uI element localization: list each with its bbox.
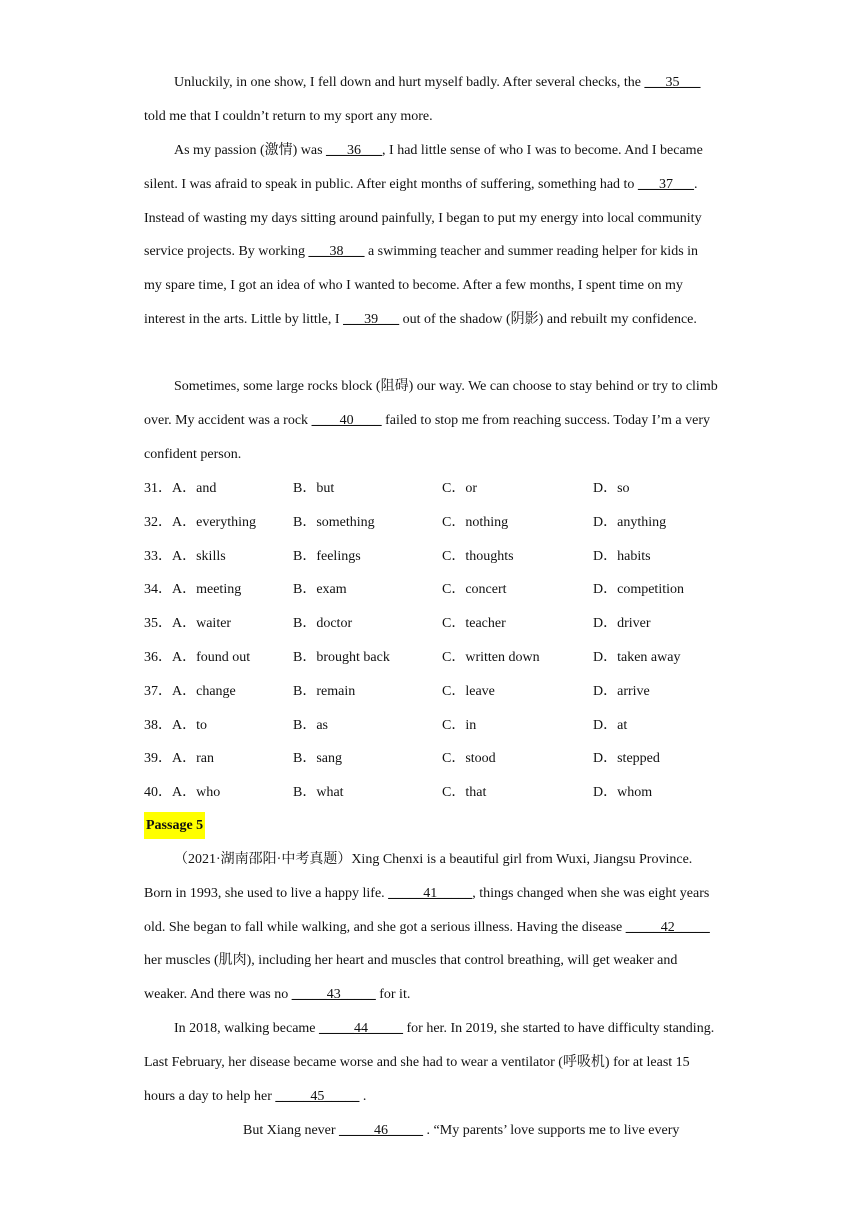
option-d: D．habits [593, 548, 651, 564]
blank-39: ___39___ [343, 311, 400, 327]
option-row: 40．A．who B．what C．that D．whom [144, 776, 719, 810]
option-c: C．leave [442, 683, 495, 699]
text: , things changed when she was eight years old. She began to fall while walking, and she got a serious illness. Having the disease [144, 885, 710, 935]
blank-43: _____43_____ [291, 987, 376, 1003]
paragraph-xing-intro [144, 843, 719, 1012]
option-row: 31．A．and B．but C．or D．so [144, 472, 719, 506]
option-b: B．but [293, 481, 335, 496]
blank-37: ___37___ [637, 176, 694, 192]
option-c: C．in [442, 717, 477, 733]
option-c: C．thoughts [442, 548, 514, 564]
option-b: B．exam [293, 582, 347, 598]
text: （2021·湖南邵阳·中考真题）Xing Chenxi is a beautiful girl from Wuxi, Jiangsu Province. Born in 1993, she used to live a happy life. [144, 852, 693, 901]
option-d: D．arrive [593, 683, 650, 699]
option-d: D．driver [593, 616, 651, 632]
option-row: 32．A．everything B．something C．nothing D．anything [144, 506, 719, 540]
option-d: D．at [593, 717, 628, 733]
text: . Instead of wasting my days sitting around painfully, I began to put my energy into local community service projects. By working [144, 176, 702, 260]
option-a: A．waiter [172, 616, 232, 632]
passage-title: Passage 5 [144, 812, 205, 839]
text: . [359, 1088, 367, 1104]
text: Unluckily, in one show, I fell down and hurt myself badly. After several checks, the [174, 75, 641, 90]
paragraph-passion [144, 134, 719, 337]
option-d: D．taken away [593, 649, 681, 665]
option-c: C．that [442, 785, 487, 801]
option-d: D．competition [593, 582, 684, 598]
option-row: 37．A．change B．remain C．leave D．arrive [144, 675, 719, 709]
option-row: 38．A．to B．as C．in D．at [144, 709, 719, 743]
text: As my passion (激情) was [174, 143, 327, 158]
option-b: B．remain [293, 683, 356, 699]
option-b: B．doctor [293, 616, 353, 632]
text: out of the shadow (阴影) and rebuilt my confidence. [399, 311, 697, 327]
text: Sometimes, some large rocks block (阻碍) our way. We can choose to stay behind or try to climb over. My accident was a rock [144, 379, 718, 428]
option-b: B．sang [293, 751, 342, 767]
text: told me that I couldn’t return to my sport any more. [144, 108, 433, 124]
option-a: A．everything [172, 514, 256, 530]
option-row: 39．A．ran B．sang C．stood D．stepped [144, 742, 719, 776]
option-a: A．ran [172, 751, 214, 767]
option-b: B．feelings [293, 548, 361, 564]
option-b: B．as [293, 717, 328, 733]
option-a: A．to [172, 717, 207, 733]
option-c: C．teacher [442, 616, 506, 632]
option-c: C．written down [442, 649, 540, 665]
option-row: 36．A．found out B．brought back C．written down D．taken away [144, 641, 719, 675]
blank-46: _____46_____ [339, 1123, 424, 1138]
paragraph-accident [144, 66, 719, 134]
text: for her. In 2019, she started to have difficulty standing. Last February, her disease became worse and she had to wear a ventilator (呼吸机) for at least 15 hours a day to help her [144, 1021, 715, 1104]
option-a: A．found out [172, 649, 251, 665]
option-a: A．meeting [172, 582, 242, 598]
blank-41: _____41_____ [388, 885, 473, 901]
option-row: 33．A．skills B．feelings C．thoughts D．habits [144, 540, 719, 574]
blank-45: _____45_____ [275, 1088, 360, 1104]
blank-40: ____40____ [311, 412, 382, 428]
option-d: D．anything [593, 514, 667, 530]
option-d: D．stepped [593, 751, 660, 767]
option-a: A．skills [172, 548, 226, 564]
option-c: C．concert [442, 582, 507, 598]
text: a swimming teacher and summer reading helper for kids in my spare time, I got an idea of who I wanted to become. After a few months, I spent time on my interest in the arts. Little by little, I [144, 244, 699, 327]
option-c: C．stood [442, 751, 496, 767]
text: her muscles (肌肉), including her heart and muscles that control breathing, will get weaker and weaker. And there was no [144, 953, 678, 1003]
option-row: 35．A．waiter B．doctor C．teacher D．driver [144, 607, 719, 641]
option-a: A．change [172, 683, 236, 699]
option-row: 34．A．meeting B．exam C．concert D．competition [144, 573, 719, 607]
answer-options [144, 472, 719, 810]
option-c: C．or [442, 481, 477, 496]
option-d: D．whom [593, 785, 653, 801]
paragraph-rocks [144, 370, 719, 471]
option-b: B．what [293, 785, 344, 801]
option-b: B．brought back [293, 649, 390, 665]
blank-38: ___38___ [308, 244, 365, 260]
option-a: A．and [172, 481, 217, 496]
text: failed to stop me from reaching success. Today I’m a very confident person. [144, 412, 710, 462]
blank-42: _____42_____ [625, 919, 710, 935]
paragraph-2018 [144, 1012, 719, 1113]
option-a: A．who [172, 785, 221, 801]
paragraph-never [243, 1114, 719, 1148]
blank-44: _____44_____ [319, 1021, 404, 1036]
text: In 2018, walking became [174, 1021, 320, 1036]
blank-35: ___35___ [644, 75, 701, 90]
option-c: C．nothing [442, 514, 509, 530]
option-b: B．something [293, 514, 375, 530]
text: But Xiang never [243, 1123, 340, 1138]
blank-36: ___36___ [326, 143, 383, 158]
option-d: D．so [593, 481, 630, 496]
text: , I had little sense of who I was to become. And I became silent. I was afraid to speak in public. After eight months of suffering, something had to [144, 143, 703, 192]
text: for it. [375, 987, 411, 1003]
text: . “My parents’ love supports me to live every [423, 1123, 680, 1138]
